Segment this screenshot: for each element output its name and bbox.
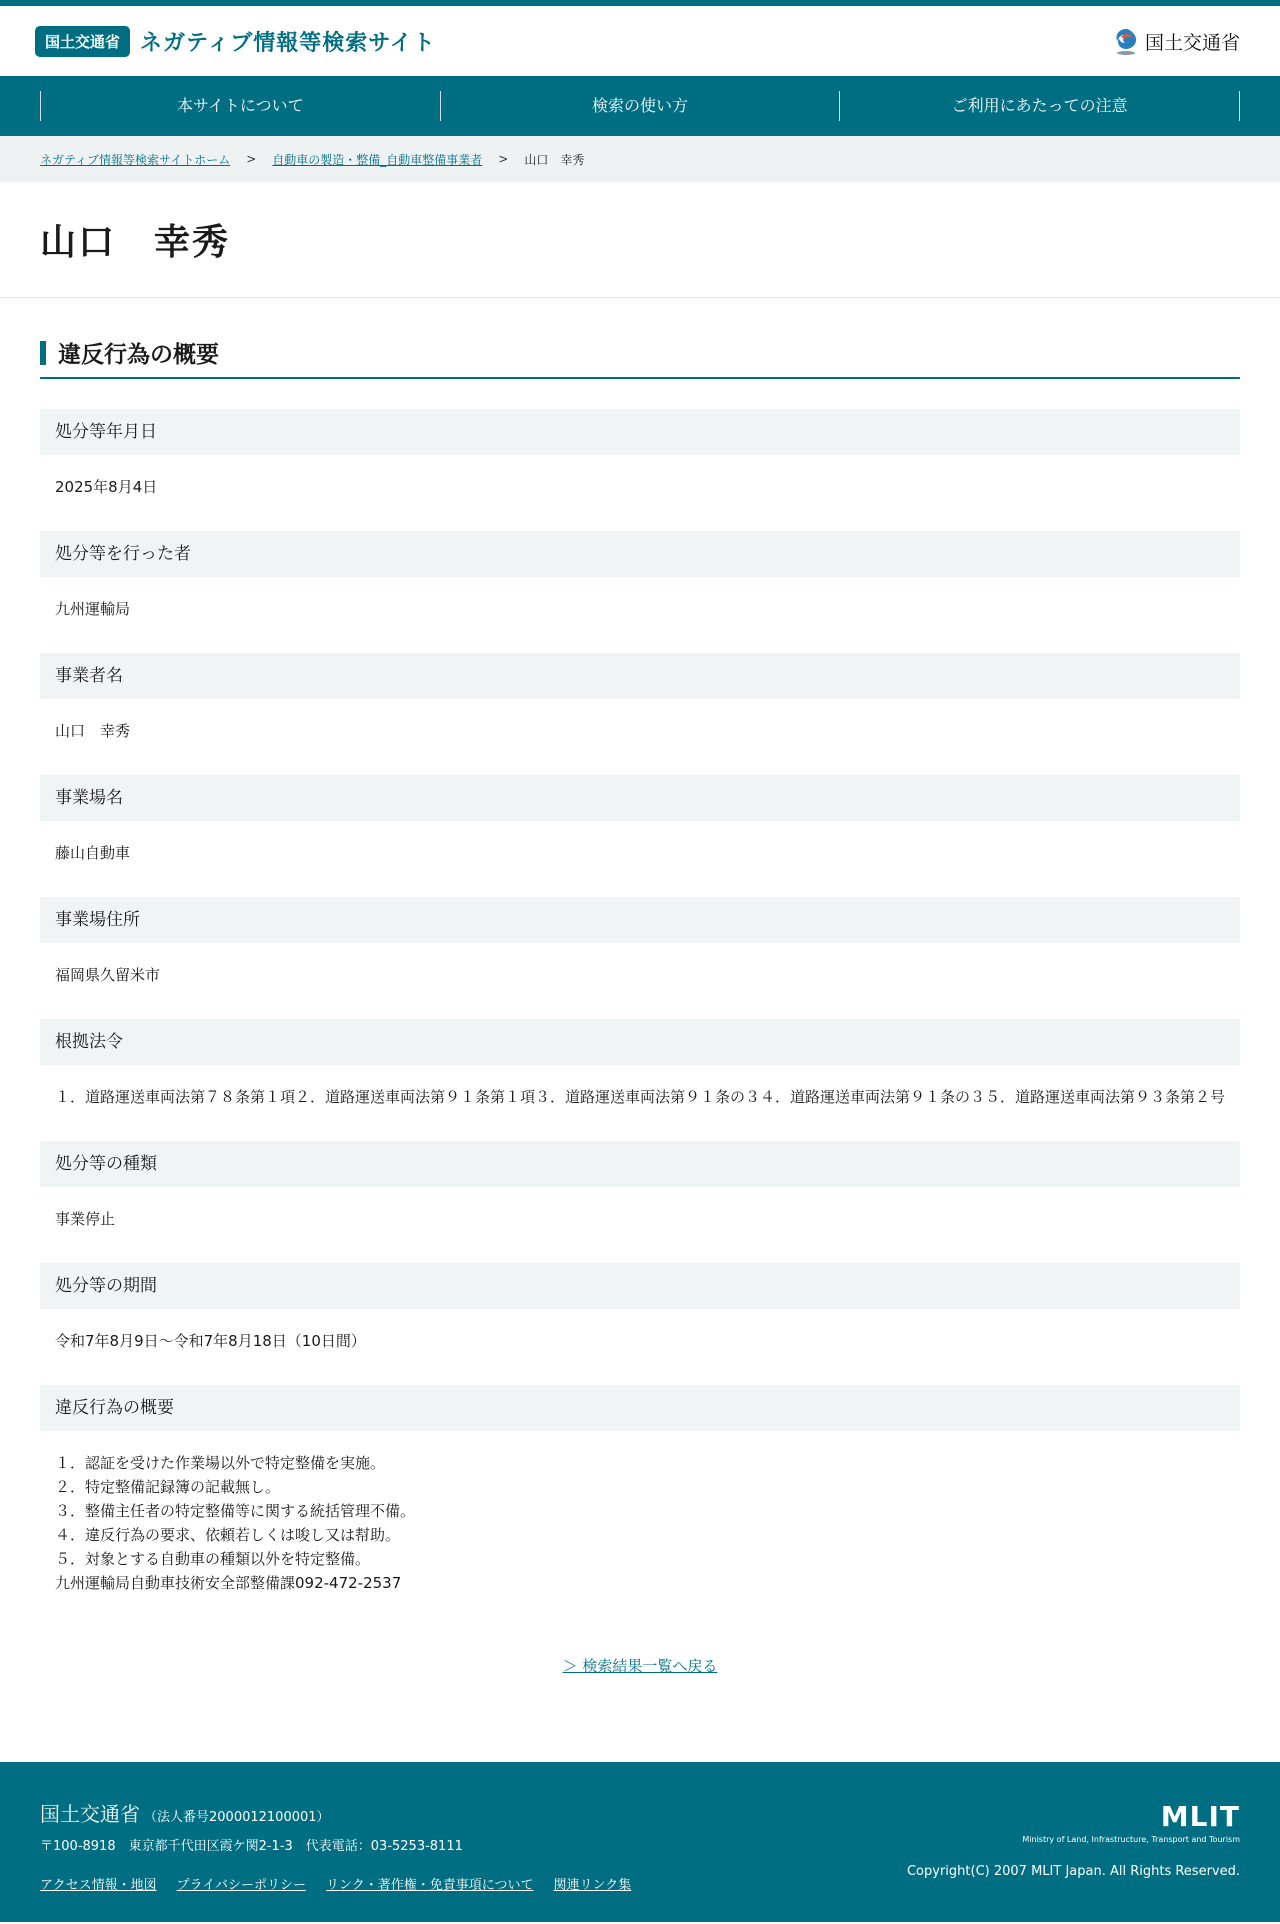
footer-link-copyright[interactable]: リンク・著作権・免責事項について	[325, 1878, 534, 1893]
footer-corp-number: （法人番号2000012100001）	[144, 1810, 330, 1825]
field-business-operator	[40, 653, 1240, 775]
field-label: 処分等を行った者	[40, 531, 1240, 577]
page-title: 山口 幸秀	[0, 182, 1280, 298]
field-label: 違反行為の概要	[40, 1385, 1240, 1431]
back-link-container	[40, 1655, 1240, 1676]
site-title: ネガティブ情報等検索サイト	[140, 30, 436, 56]
footer-copyright: Copyright(C) 2007 MLIT Japan. All Rights Reserved.	[906, 1864, 1240, 1879]
field-label: 事業者名	[40, 653, 1240, 699]
field-label: 事業場住所	[40, 897, 1240, 943]
detail-fields	[40, 409, 1240, 1627]
mlit-logo-text: MLIT	[1160, 1800, 1240, 1833]
field-value: 山口 幸秀	[55, 722, 131, 740]
breadcrumb-separator: >	[246, 152, 257, 166]
footer-link-related[interactable]: 関連リンク集	[553, 1878, 632, 1893]
field-label: 根拠法令	[40, 1019, 1240, 1065]
main-nav	[0, 76, 1280, 136]
nav-item-how-to-search[interactable]: 検索の使い方	[440, 91, 840, 121]
field-disposition-date	[40, 409, 1240, 531]
ministry-emblem-icon	[1113, 27, 1139, 55]
field-label: 処分等の期間	[40, 1263, 1240, 1309]
footer-link-access[interactable]: アクセス情報・地図	[40, 1878, 157, 1893]
field-value: １．認証を受けた作業場以外で特定整備を実施。 ２．特定整備記録簿の記載無し。 ３．整備主任者の特定整備等に関する統括管理不備。 ４．違反行為の要求、依頼若しくは唆し又は幇助。 ５．対象とする自動車の種類以外を特定整備。 九州運輸局自動車技術安全部整備課092-472-2537	[55, 1454, 416, 1592]
nav-item-notes[interactable]: ご利用にあたっての注意	[839, 91, 1240, 121]
mlit-logo-subtitle: Ministry of Land, Infrastructure, Transport and Tourism	[1022, 1835, 1240, 1844]
site-header	[0, 6, 1280, 76]
field-business-site-address	[40, 897, 1240, 1019]
field-disposition-period	[40, 1263, 1240, 1385]
breadcrumb-category-link[interactable]: 自動車の製造・整備_自動車整備事業者	[272, 152, 483, 167]
footer-address: 〒100-8918 東京都千代田区霞ケ関2-1-3 代表電話：03-5253-8111	[40, 1839, 463, 1854]
back-to-results-link[interactable]: ＞ 検索結果一覧へ戻る	[562, 1657, 718, 1675]
field-value: １．道路運送車両法第７８条第１項２．道路運送車両法第９１条第１項３．道路運送車両法第９１条の３４．道路運送車両法第９１条の３５．道路運送車両法第９３条第２号	[55, 1088, 1226, 1106]
field-value: 事業停止	[55, 1210, 116, 1228]
heading-accent-bar	[40, 341, 46, 365]
field-label: 処分等の種類	[40, 1141, 1240, 1187]
breadcrumb-separator: >	[498, 152, 509, 166]
field-value: 2025年8月4日	[55, 478, 158, 496]
field-value: 福岡県久留米市	[55, 966, 161, 984]
field-label: 事業場名	[40, 775, 1240, 821]
field-value: 藤山自動車	[55, 844, 131, 862]
breadcrumb-home-link[interactable]: ネガティブ情報等検索サイトホーム	[40, 152, 231, 167]
footer-org-name: 国土交通省	[40, 1802, 140, 1826]
footer-link-privacy[interactable]: プライバシーポリシー	[176, 1878, 306, 1893]
field-value: 令和7年8月9日～令和7年8月18日（10日間）	[55, 1332, 366, 1350]
field-business-site-name	[40, 775, 1240, 897]
breadcrumb	[0, 136, 1280, 182]
breadcrumb-current: 山口 幸秀	[524, 152, 585, 167]
field-violation-summary	[40, 1385, 1240, 1627]
field-label: 処分等年月日	[40, 409, 1240, 455]
mlit-logo	[1022, 1800, 1240, 1844]
field-disposition-type	[40, 1141, 1240, 1263]
ministry-name: 国土交通省	[1144, 31, 1240, 54]
ministry-badge: 国土交通省	[35, 26, 130, 57]
section-heading-text: 違反行為の概要	[58, 342, 219, 368]
field-legal-basis	[40, 1019, 1240, 1141]
site-footer	[0, 1762, 1280, 1922]
main-content	[0, 298, 1280, 1676]
section-heading	[40, 336, 1240, 379]
nav-item-about[interactable]: 本サイトについて	[40, 91, 440, 121]
field-value: 九州運輸局	[55, 600, 131, 618]
ministry-logo[interactable]	[1113, 27, 1240, 55]
site-brand[interactable]	[35, 26, 436, 57]
field-issuing-authority	[40, 531, 1240, 653]
